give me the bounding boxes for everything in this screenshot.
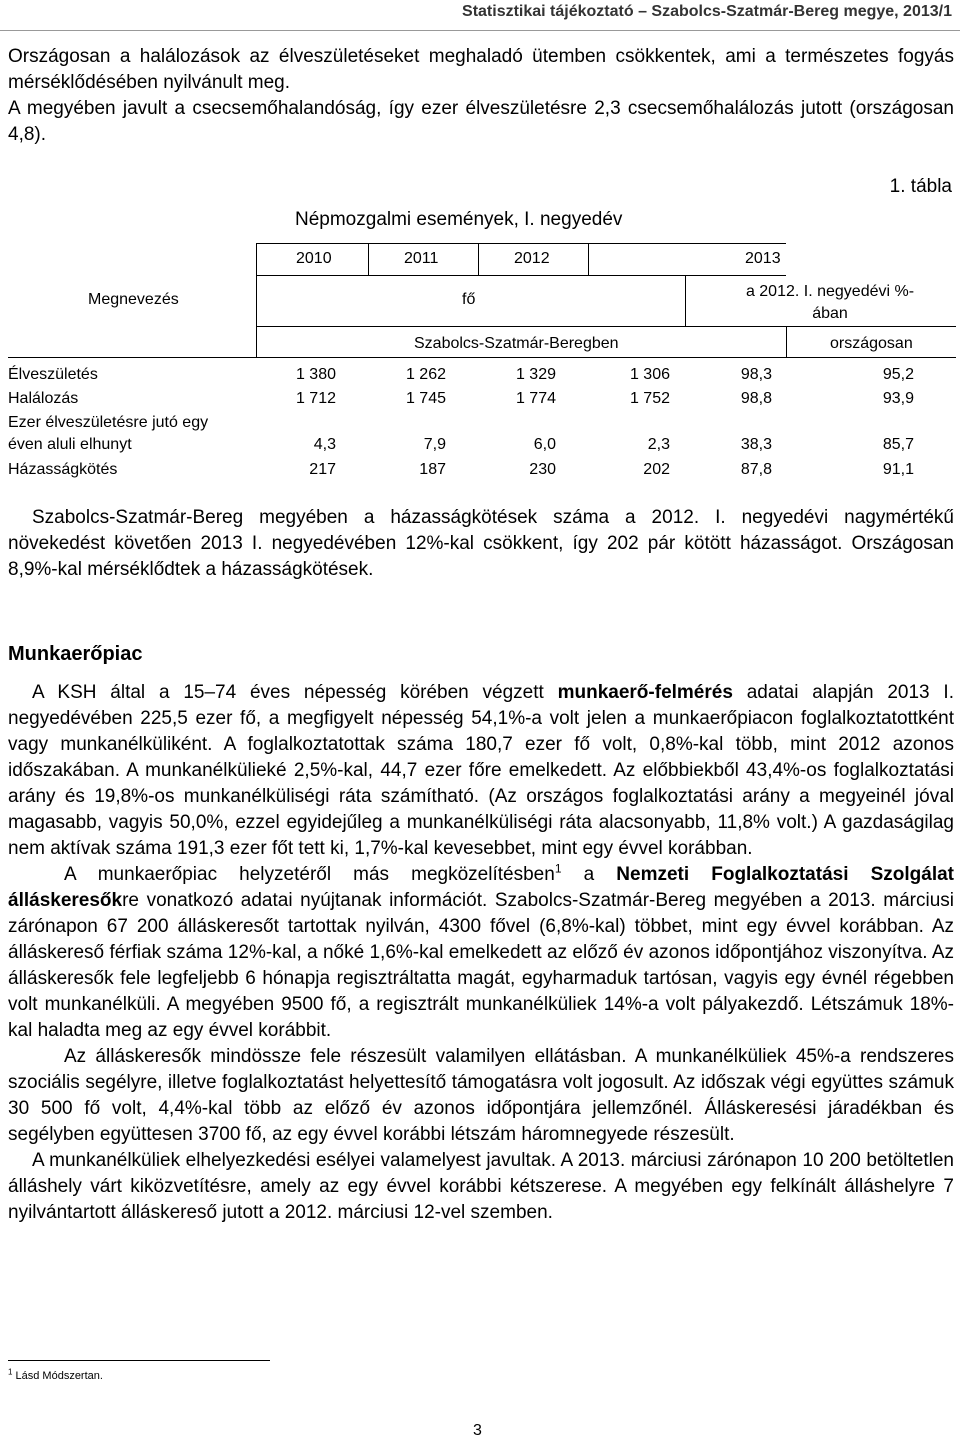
table-header-unit-pct: a 2012. I. negyedévi %-ában: [745, 283, 915, 322]
labour-paragraph-4: A munkanélküliek elhelyezkedési esélyei valamelyest javultak. A 2013. márciusi zárónapon 10 200 betöltetlen álláshely várt kiközvetítésre, amely az egy évvel korábbi kétszerese. A megyében egy felkínált álláshelyre 7 nyilvántartott álláskereső jutott a 2012. márciusi 12-vel szemben.: [8, 1150, 954, 1223]
running-header: [0, 0, 960, 36]
table-cell: 6,0: [533, 436, 556, 453]
table-vrule-pct: [685, 275, 686, 326]
page-number: 3: [473, 1422, 482, 1439]
table-row-name: Házasságkötés: [8, 461, 118, 478]
section-heading-labour: Munkaerőpiac: [8, 643, 143, 665]
bold-term-nfsz: Nemzeti Foglalkoztatási Szolgálat álláskeresők: [8, 864, 954, 911]
table-cell: 7,9: [423, 436, 446, 453]
footnote-reference: 1: [554, 861, 562, 876]
table-cell: 95,2: [882, 366, 914, 383]
table-cell: 4,3: [313, 436, 336, 453]
table-cell: 1 329: [515, 366, 556, 383]
table-row-name: Halálozás: [8, 390, 79, 407]
table-cell: 1 380: [295, 366, 336, 383]
table-rule-top: [256, 243, 786, 244]
marriage-paragraph: Szabolcs-Szatmár-Bereg megyében a házasságkötések száma a 2012. I. negyedévi nagymértékű növekedést követően 2013 I. negyedévében 12%-kal csökkent, így 202 pár kötött házasságot. Országosan 8,9%-kal mérséklődtek a házasságkötések.: [8, 507, 954, 580]
table-vrule-name: [256, 243, 257, 357]
footnote: $^1$ Lásd Módszertan.: [8, 1367, 103, 1382]
running-header-title: Statisztikai tájékoztató – Szabolcs-Szatmár-Bereg megye, 2013/1: [462, 3, 952, 20]
table-row-name-line2: éven aluli elhunyt: [8, 436, 132, 453]
table-vrule-2011: [368, 243, 369, 275]
table-cell: 1 752: [629, 390, 670, 407]
footnote-rule: [8, 1360, 270, 1361]
table-header-year-2011: 2011: [404, 250, 439, 267]
labour-paragraph-3: Az álláskeresők mindössze fele részesült valamilyen ellátásban. A munkanélküliek 45%-a rendszeres szociális segélyre, illetve foglalkoztatást helyettesítő támogatásra volt jogosult. Az időszak végi együttes számuk 30 500 fő volt, 4,4%-kal több az előző év azonos időpontjára jellemzőnél. Álláskeresési járadékban és segélyben együttesen 3700 fő, az egy évvel korábbi létszám háromnegyede részesült.: [8, 1046, 954, 1145]
table-row-name: Élveszületés: [8, 366, 98, 383]
table-cell: 217: [309, 461, 336, 478]
bold-term-lfs: munkaerő-felmérés: [557, 682, 733, 703]
table-cell: 85,7: [882, 436, 914, 453]
table-header-region-country: országosan: [830, 335, 913, 352]
labour-block: [8, 680, 954, 1226]
table-cell: 230: [529, 461, 556, 478]
table-cell: 98,3: [740, 366, 772, 383]
table-header-year-2013: 2013: [745, 250, 781, 267]
table-cell: 1 745: [405, 390, 446, 407]
table-rule-years: [256, 275, 786, 276]
table-rule-header-bottom: [8, 357, 956, 358]
labour-paragraph-2: A munkaerőpiac helyzetéről más megközelítésben$^1$ a Nemzeti Foglalkoztatási Szolgálat álláskeresőkre vonatkozó adatai nyújtanak információt. Szabolcs-Szatmár-Bereg megyében a 2013. márciusi zárónapon 67 200 álláskeresőt tartottak nyilván, 4300 fővel (6,8%-kal) többet, mint egy évvel korábban. Az álláskereső férfiak száma 12%-kal, a nőké 1,6%-kal emelkedett az előző év azonos időpontjához viszonyítva. Az álláskeresők fele legfeljebb 6 hónapja regisztráltatta magát, egyharmaduk tartósan, vagyis egy évnél régebben volt munkanélküli. A megyében 9500 fő, a regisztrált munkanélküliek 14%-a volt pályakezdő. Létszámuk 18%-kal haladta meg az egy évvel korábbit.: [8, 861, 954, 1041]
table-header-year-2010: 2010: [296, 250, 332, 267]
table-title: Népmozgalmi események, I. negyedév: [295, 209, 623, 230]
table-cell: 98,8: [740, 390, 772, 407]
table-cell: 38,3: [740, 436, 772, 453]
labour-paragraph-1: A KSH által a 15–74 éves népesség körében végzett munkaerő-felmérés adatai alapján 2013 I. negyedévében 225,5 ezer fő, a megfigyelt népesség 54,1%-a volt jelen a munkaerőpiacon foglalkoztatottként vagy munkanélküliként. A foglalkoztatottak száma 180,7 ezer fő volt, 0,8%-kal több, mint 2012 azonos időszakában. A munkanélkülieké 2,5%-kal, 44,7 ezer főre emelkedett. Az előbbiekből 43,4%-os foglalkoztatási arány és 19,8%-os munkanélküliségi ráta számítható. (Az országos foglalkoztatási arány a megyeinél jóval magasabb, vagyis 50,0%, ezzel egyidejűleg a munkanélküliségi ráta alacsonyabb, 11,8% volt.) A gazdaságilag nem aktívak száma 191,3 ezer főt tett ki, 1,7%-kal kevesebbet, mint egy évvel korábban.: [8, 682, 954, 859]
table-cell: 187: [419, 461, 446, 478]
table-vrule-2012: [478, 243, 479, 275]
table-header-year-2012: 2012: [514, 250, 550, 267]
table-cell: 1 262: [405, 366, 446, 383]
table-label: 1. tábla: [889, 176, 952, 197]
intro-block: [8, 44, 954, 148]
intro-paragraph-2: A megyében javult a csecsemőhalandóság, így ezer élveszületésre 2,3 csecsemőhalálozás jutott (országosan 4,8).: [8, 98, 954, 145]
table-header-name: Megnevezés: [88, 291, 179, 308]
table-cell: 91,1: [882, 461, 914, 478]
table-rule-units: [256, 326, 956, 327]
header-rule: [0, 30, 960, 31]
table-cell: 202: [643, 461, 670, 478]
intro-paragraph-1: Országosan a halálozások az élveszületéseket meghaladó ütemben csökkentek, ami a természetes fogyás mérséklődésében nyilvánult meg.: [8, 46, 954, 93]
table-cell: 1 712: [295, 390, 336, 407]
table-vrule-country: [786, 326, 787, 357]
table-header-region-county: Szabolcs-Szatmár-Beregben: [414, 335, 619, 352]
table-vrule-2013: [588, 243, 589, 275]
table-cell: 93,9: [882, 390, 914, 407]
table-row-name-line1: Ezer élveszületésre jutó egy: [8, 414, 209, 431]
table-header-unit-fo: fő: [462, 291, 476, 308]
table-cell: 1 306: [629, 366, 670, 383]
table-cell: 87,8: [740, 461, 772, 478]
table-cell: 1 774: [515, 390, 556, 407]
table-cell: 2,3: [647, 436, 670, 453]
